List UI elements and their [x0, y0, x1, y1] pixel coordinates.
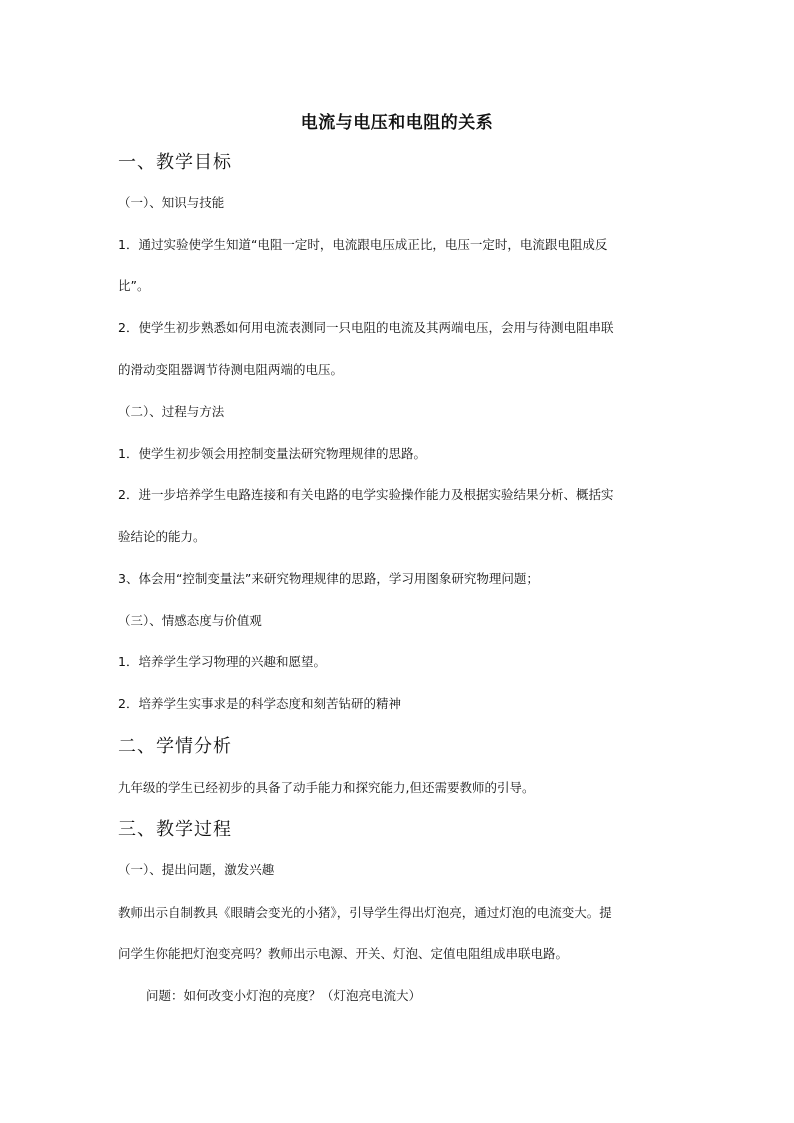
- paragraph-line: 1．使学生初步领会用控制变量法研究物理规律的思路。: [118, 446, 426, 461]
- section-heading-teaching-process: 三、教学过程: [118, 819, 232, 840]
- paragraph-line: 九年级的学生已经初步的具备了动手能力和探究能力,但还需要教师的引导。: [118, 780, 535, 795]
- paragraph-line: 验结论的能力。: [118, 529, 206, 544]
- document-title: 电流与电压和电阻的关系: [300, 113, 494, 133]
- paragraph-line: 2．进一步培养学生电路连接和有关电路的电学实验操作能力及根据实验结果分析、概括实: [118, 487, 614, 502]
- subheading-process-methods: （二）、过程与方法: [118, 404, 225, 419]
- paragraph-line: 问学生你能把灯泡变亮吗？教师出示电源、开关、灯泡、定值电阻组成串联电路。: [118, 946, 569, 961]
- subheading-raise-questions: （一）、提出问题，激发兴趣: [118, 862, 275, 877]
- section-heading-student-analysis: 二、学情分析: [118, 736, 232, 757]
- subheading-knowledge-skills: （一）、知识与技能: [118, 195, 225, 210]
- paragraph-line: 1．培养学生学习物理的兴趣和愿望。: [118, 654, 326, 669]
- paragraph-line: 教师出示自制教具《眼睛会变光的小猪》，引导学生得出灯泡亮，通过灯泡的电流变大。提: [118, 905, 612, 920]
- paragraph-line: 2．培养学生实事求是的科学态度和刻苦钻研的精神: [118, 696, 401, 711]
- question-line: 问题：如何改变小灯泡的亮度？（灯泡亮电流大）: [146, 988, 422, 1003]
- section-heading-teaching-goals: 一、教学目标: [118, 152, 232, 173]
- subheading-emotion-values: （三）、情感态度与价值观: [118, 613, 262, 628]
- paragraph-line: 3、体会用“控制变量法”来研究物理规律的思路，学习用图象研究物理问题；: [118, 571, 539, 586]
- paragraph-line: 比”。: [118, 278, 150, 293]
- paragraph-line: 1．通过实验使学生知道“电阻一定时，电流跟电压成正比，电压一定时，电流跟电阻成反: [118, 237, 608, 252]
- paragraph-line: 2．使学生初步熟悉如何用电流表测同一只电阻的电流及其两端电压，会用与待测电阻串联: [118, 320, 614, 335]
- paragraph-line: 的滑动变阻器调节待测电阻两端的电压。: [118, 362, 344, 377]
